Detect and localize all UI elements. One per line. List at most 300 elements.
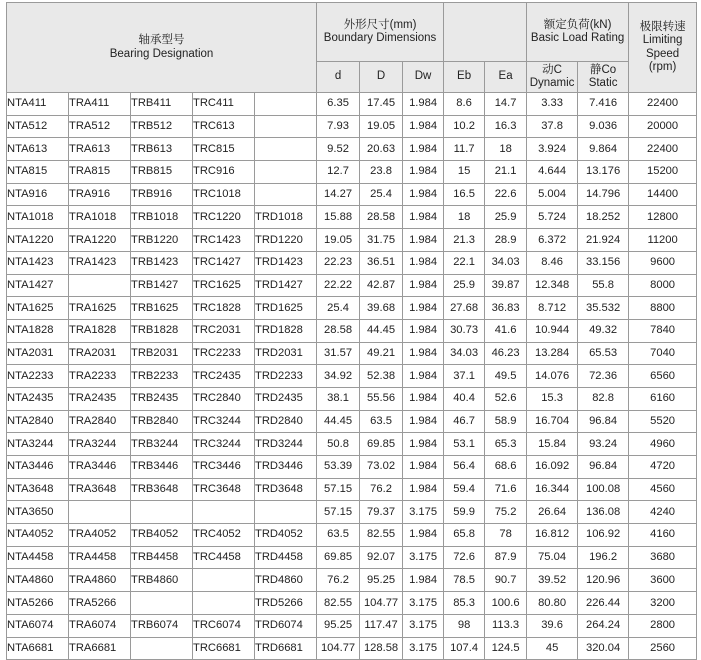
table-row	[7, 478, 697, 501]
cell-static-co: 55.8	[578, 274, 629, 297]
cell-trc	[193, 592, 255, 615]
cell-trc: TRC2233	[193, 342, 255, 365]
cell-dynamic-c: 45	[527, 637, 578, 660]
cell-Ea: 124.5	[485, 637, 527, 660]
cell-Ea: 39.87	[485, 274, 527, 297]
col-header-D: D	[360, 62, 403, 93]
cell-tra: TRA3648	[69, 478, 131, 501]
cell-trd: TRD6074	[255, 614, 317, 637]
table-row	[7, 161, 697, 184]
cell-nta: NTA3446	[7, 456, 69, 479]
cell-trc: TRC1625	[193, 274, 255, 297]
cell-Eb: 85.3	[444, 592, 485, 615]
cell-Ea: 16.3	[485, 115, 527, 138]
cell-Eb: 11.7	[444, 138, 485, 161]
cell-trd: TRD1220	[255, 229, 317, 252]
table-row	[7, 410, 697, 433]
cell-Ea: 87.9	[485, 546, 527, 569]
table-row	[7, 342, 697, 365]
table-row	[7, 183, 697, 206]
cell-static-co: 226.44	[578, 592, 629, 615]
cell-trb: TRB3244	[131, 433, 193, 456]
cell-dynamic-c: 12.348	[527, 274, 578, 297]
cell-trb	[131, 592, 193, 615]
table-row	[7, 524, 697, 547]
table-row	[7, 365, 697, 388]
dynamic-en: Dynamic	[529, 77, 575, 89]
cell-Ea: 28.9	[485, 229, 527, 252]
cell-Eb: 27.68	[444, 297, 485, 320]
cell-trd: TRD3244	[255, 433, 317, 456]
cell-trb: TRB6074	[131, 614, 193, 637]
cell-trc: TRC3648	[193, 478, 255, 501]
cell-trc: TRC6074	[193, 614, 255, 637]
cell-Eb: 21.3	[444, 229, 485, 252]
cell-nta: NTA1427	[7, 274, 69, 297]
speed-unit: (rpm)	[648, 60, 677, 73]
cell-tra: TRA1625	[69, 297, 131, 320]
cell-Ea: 75.2	[485, 501, 527, 524]
cell-tra: TRA3446	[69, 456, 131, 479]
cell-D: 17.45	[360, 93, 403, 116]
cell-trb: TRB2031	[131, 342, 193, 365]
cell-d: 50.8	[317, 433, 360, 456]
cell-static-co: 82.8	[578, 387, 629, 410]
cell-Dw: 3.175	[403, 592, 444, 615]
cell-Eb: 107.4	[444, 637, 485, 660]
cell-dynamic-c: 5.724	[527, 206, 578, 229]
cell-static-co: 264.24	[578, 614, 629, 637]
cell-static-co: 120.96	[578, 569, 629, 592]
cell-trb: TRB3648	[131, 478, 193, 501]
cell-Eb: 16.5	[444, 183, 485, 206]
cell-D: 79.37	[360, 501, 403, 524]
cell-trb: TRB2233	[131, 365, 193, 388]
cell-D: 23.8	[360, 161, 403, 184]
cell-D: 69.85	[360, 433, 403, 456]
cell-dynamic-c: 26.64	[527, 501, 578, 524]
cell-dynamic-c: 4.644	[527, 161, 578, 184]
header-bearing-designation	[7, 3, 317, 93]
cell-static-co: 72.36	[578, 365, 629, 388]
cell-tra: TRA1828	[69, 319, 131, 342]
cell-dynamic-c: 15.84	[527, 433, 578, 456]
cell-trc: TRC4052	[193, 524, 255, 547]
cell-Dw: 1.984	[403, 569, 444, 592]
cell-d: 57.15	[317, 478, 360, 501]
cell-trc: TRC3244	[193, 433, 255, 456]
cell-static-co: 65.53	[578, 342, 629, 365]
cell-limiting-speed: 9600	[629, 251, 697, 274]
cell-Ea: 49.5	[485, 365, 527, 388]
cell-limiting-speed: 15200	[629, 161, 697, 184]
table-row	[7, 115, 697, 138]
cell-d: 38.1	[317, 387, 360, 410]
cell-Dw: 1.984	[403, 365, 444, 388]
speed-cn: 极限转速	[639, 21, 686, 34]
cell-static-co: 9.864	[578, 138, 629, 161]
cell-Ea: 25.9	[485, 206, 527, 229]
cell-dynamic-c: 8.712	[527, 297, 578, 320]
cell-Dw: 1.984	[403, 524, 444, 547]
table-row	[7, 319, 697, 342]
cell-D: 36.51	[360, 251, 403, 274]
cell-dynamic-c: 39.52	[527, 569, 578, 592]
cell-D: 52.38	[360, 365, 403, 388]
cell-tra: TRA4458	[69, 546, 131, 569]
cell-Eb: 8.6	[444, 93, 485, 116]
cell-static-co: 21.924	[578, 229, 629, 252]
cell-trb: TRB4458	[131, 546, 193, 569]
cell-Eb: 30.73	[444, 319, 485, 342]
cell-tra: TRA3244	[69, 433, 131, 456]
table-row	[7, 138, 697, 161]
cell-trd: TRD1427	[255, 274, 317, 297]
cell-Ea: 21.1	[485, 161, 527, 184]
cell-d: 7.93	[317, 115, 360, 138]
cell-static-co: 7.416	[578, 93, 629, 116]
cell-d: 19.05	[317, 229, 360, 252]
cell-D: 73.02	[360, 456, 403, 479]
load-cn: 额定负荷(kN)	[543, 18, 612, 31]
col-header-Eb: Eb	[444, 62, 485, 93]
cell-Ea: 100.6	[485, 592, 527, 615]
load-en: Basic Load Rating	[530, 32, 625, 44]
cell-trb: TRB2840	[131, 410, 193, 433]
cell-D: 28.58	[360, 206, 403, 229]
cell-nta: NTA2435	[7, 387, 69, 410]
cell-Eb: 59.9	[444, 501, 485, 524]
cell-Ea: 52.6	[485, 387, 527, 410]
cell-Eb: 78.5	[444, 569, 485, 592]
cell-trb: TRB815	[131, 161, 193, 184]
table-row	[7, 501, 697, 524]
cell-Eb: 53.1	[444, 433, 485, 456]
cell-trd: TRD4860	[255, 569, 317, 592]
cell-Dw: 1.984	[403, 342, 444, 365]
cell-static-co: 320.04	[578, 637, 629, 660]
cell-trb: TRB1427	[131, 274, 193, 297]
cell-nta: NTA4860	[7, 569, 69, 592]
cell-dynamic-c: 8.46	[527, 251, 578, 274]
cell-d: 31.57	[317, 342, 360, 365]
cell-dynamic-c: 3.33	[527, 93, 578, 116]
cell-D: 49.21	[360, 342, 403, 365]
col-header-dynamic	[527, 62, 578, 93]
cell-Dw: 1.984	[403, 274, 444, 297]
cell-d: 34.92	[317, 365, 360, 388]
cell-Ea: 113.3	[485, 614, 527, 637]
cell-limiting-speed: 7040	[629, 342, 697, 365]
cell-limiting-speed: 3200	[629, 592, 697, 615]
cell-Dw: 1.984	[403, 161, 444, 184]
cell-nta: NTA3244	[7, 433, 69, 456]
cell-trc	[193, 501, 255, 524]
cell-limiting-speed: 7840	[629, 319, 697, 342]
cell-Eb: 56.4	[444, 456, 485, 479]
cell-trc: TRC2435	[193, 365, 255, 388]
cell-d: 28.58	[317, 319, 360, 342]
cell-nta: NTA613	[7, 138, 69, 161]
cell-trb: TRB512	[131, 115, 193, 138]
cell-static-co: 96.84	[578, 410, 629, 433]
cell-tra: TRA2435	[69, 387, 131, 410]
cell-nta: NTA512	[7, 115, 69, 138]
cell-limiting-speed: 4960	[629, 433, 697, 456]
cell-Dw: 1.984	[403, 206, 444, 229]
cell-d: 15.88	[317, 206, 360, 229]
cell-Eb: 10.2	[444, 115, 485, 138]
cell-Dw: 1.984	[403, 229, 444, 252]
cell-nta: NTA1828	[7, 319, 69, 342]
cell-trc: TRC3446	[193, 456, 255, 479]
cell-nta: NTA815	[7, 161, 69, 184]
cell-trb: TRB411	[131, 93, 193, 116]
cell-nta: NTA6074	[7, 614, 69, 637]
dimensions-cn: 外形尺寸(mm)	[343, 18, 417, 31]
cell-trd: TRD5266	[255, 592, 317, 615]
cell-Ea: 14.7	[485, 93, 527, 116]
cell-Eb: 15	[444, 161, 485, 184]
col-header-Dw: Dw	[403, 62, 444, 93]
cell-trb	[131, 501, 193, 524]
cell-static-co: 9.036	[578, 115, 629, 138]
cell-trd	[255, 138, 317, 161]
cell-static-co: 33.156	[578, 251, 629, 274]
cell-d: 104.77	[317, 637, 360, 660]
cell-dynamic-c: 16.812	[527, 524, 578, 547]
cell-Dw: 1.984	[403, 387, 444, 410]
cell-limiting-speed: 12800	[629, 206, 697, 229]
cell-trc: TRC6681	[193, 637, 255, 660]
cell-Ea: 41.6	[485, 319, 527, 342]
cell-static-co: 93.24	[578, 433, 629, 456]
cell-static-co: 14.796	[578, 183, 629, 206]
cell-Ea: 65.3	[485, 433, 527, 456]
cell-D: 82.55	[360, 524, 403, 547]
cell-dynamic-c: 15.3	[527, 387, 578, 410]
cell-dynamic-c: 13.284	[527, 342, 578, 365]
cell-D: 55.56	[360, 387, 403, 410]
cell-dynamic-c: 16.344	[527, 478, 578, 501]
cell-dynamic-c: 14.076	[527, 365, 578, 388]
cell-dynamic-c: 80.80	[527, 592, 578, 615]
cell-dynamic-c: 39.6	[527, 614, 578, 637]
cell-trd: TRD1018	[255, 206, 317, 229]
cell-trd	[255, 115, 317, 138]
cell-trc: TRC1018	[193, 183, 255, 206]
cell-nta: NTA411	[7, 93, 69, 116]
cell-d: 25.4	[317, 297, 360, 320]
cell-nta: NTA2031	[7, 342, 69, 365]
cell-limiting-speed: 20000	[629, 115, 697, 138]
cell-tra: TRA6681	[69, 637, 131, 660]
cell-limiting-speed: 8800	[629, 297, 697, 320]
cell-trc: TRC1220	[193, 206, 255, 229]
cell-D: 104.77	[360, 592, 403, 615]
cell-D: 128.58	[360, 637, 403, 660]
designation-cn: 轴承型号	[138, 34, 185, 47]
cell-trd: TRD1423	[255, 251, 317, 274]
dimensions-en: Boundary Dimensions	[323, 32, 437, 44]
cell-Ea: 36.83	[485, 297, 527, 320]
cell-trb: TRB4860	[131, 569, 193, 592]
cell-nta: NTA6681	[7, 637, 69, 660]
header-basic-load-rating	[527, 3, 629, 62]
header-boundary-dimensions	[317, 3, 444, 62]
cell-D: 42.87	[360, 274, 403, 297]
cell-dynamic-c: 37.8	[527, 115, 578, 138]
cell-static-co: 13.176	[578, 161, 629, 184]
cell-Ea: 46.23	[485, 342, 527, 365]
cell-nta: NTA4052	[7, 524, 69, 547]
cell-D: 25.4	[360, 183, 403, 206]
cell-trc	[193, 569, 255, 592]
cell-limiting-speed: 11200	[629, 229, 697, 252]
speed-en-1: Limiting	[642, 34, 683, 47]
cell-Eb: 59.4	[444, 478, 485, 501]
cell-Eb: 34.03	[444, 342, 485, 365]
cell-limiting-speed: 3600	[629, 569, 697, 592]
cell-trb: TRB3446	[131, 456, 193, 479]
cell-Dw: 1.984	[403, 251, 444, 274]
cell-Dw: 1.984	[403, 138, 444, 161]
cell-d: 69.85	[317, 546, 360, 569]
cell-tra: TRA4052	[69, 524, 131, 547]
cell-limiting-speed: 4720	[629, 456, 697, 479]
cell-trd: TRD4052	[255, 524, 317, 547]
cell-trd: TRD6681	[255, 637, 317, 660]
cell-Eb: 98	[444, 614, 485, 637]
table-row	[7, 297, 697, 320]
cell-nta: NTA2233	[7, 365, 69, 388]
cell-trd	[255, 183, 317, 206]
cell-static-co: 35.532	[578, 297, 629, 320]
cell-dynamic-c: 6.372	[527, 229, 578, 252]
table-row	[7, 569, 697, 592]
cell-trc: TRC613	[193, 115, 255, 138]
designation-en: Bearing Designation	[109, 47, 214, 60]
cell-D: 44.45	[360, 319, 403, 342]
cell-limiting-speed: 2560	[629, 637, 697, 660]
cell-Dw: 1.984	[403, 183, 444, 206]
cell-nta: NTA916	[7, 183, 69, 206]
table-row	[7, 592, 697, 615]
cell-nta: NTA1220	[7, 229, 69, 252]
cell-trd: TRD2031	[255, 342, 317, 365]
cell-nta: NTA1423	[7, 251, 69, 274]
cell-Eb: 40.4	[444, 387, 485, 410]
cell-Dw: 1.984	[403, 410, 444, 433]
table-row	[7, 229, 697, 252]
cell-tra: TRA1018	[69, 206, 131, 229]
cell-d: 53.39	[317, 456, 360, 479]
cell-trd: TRD4458	[255, 546, 317, 569]
cell-Dw: 3.175	[403, 614, 444, 637]
table-body	[7, 93, 697, 660]
col-header-Ea: Ea	[485, 62, 527, 93]
cell-trc: TRC1828	[193, 297, 255, 320]
cell-Dw: 1.984	[403, 433, 444, 456]
cell-limiting-speed: 6160	[629, 387, 697, 410]
cell-d: 57.15	[317, 501, 360, 524]
cell-static-co: 49.32	[578, 319, 629, 342]
table-row	[7, 637, 697, 660]
cell-trb: TRB1220	[131, 229, 193, 252]
cell-limiting-speed: 3680	[629, 546, 697, 569]
cell-Dw: 3.175	[403, 501, 444, 524]
speed-en-2: Speed	[645, 47, 680, 60]
table-row	[7, 614, 697, 637]
cell-dynamic-c: 16.092	[527, 456, 578, 479]
cell-trd: TRD3648	[255, 478, 317, 501]
cell-trd	[255, 161, 317, 184]
table-row	[7, 93, 697, 116]
bearing-spec-table	[6, 2, 697, 660]
cell-Ea: 90.7	[485, 569, 527, 592]
cell-d: 82.55	[317, 592, 360, 615]
cell-trc: TRC916	[193, 161, 255, 184]
cell-tra: TRA5266	[69, 592, 131, 615]
cell-nta: NTA3648	[7, 478, 69, 501]
cell-trb: TRB1423	[131, 251, 193, 274]
cell-static-co: 18.252	[578, 206, 629, 229]
cell-trc: TRC2031	[193, 319, 255, 342]
cell-trc: TRC1427	[193, 251, 255, 274]
cell-Ea: 22.6	[485, 183, 527, 206]
header-limiting-speed	[629, 3, 697, 93]
cell-static-co: 106.92	[578, 524, 629, 547]
cell-d: 14.27	[317, 183, 360, 206]
col-header-d: d	[317, 62, 360, 93]
cell-d: 9.52	[317, 138, 360, 161]
cell-nta: NTA1625	[7, 297, 69, 320]
cell-D: 76.2	[360, 478, 403, 501]
cell-limiting-speed: 4240	[629, 501, 697, 524]
cell-D: 92.07	[360, 546, 403, 569]
cell-D: 39.68	[360, 297, 403, 320]
cell-Dw: 3.175	[403, 637, 444, 660]
cell-D: 20.63	[360, 138, 403, 161]
cell-trb: TRB1625	[131, 297, 193, 320]
cell-d: 63.5	[317, 524, 360, 547]
cell-Dw: 3.175	[403, 546, 444, 569]
cell-nta: NTA2840	[7, 410, 69, 433]
cell-d: 76.2	[317, 569, 360, 592]
cell-trb: TRB4052	[131, 524, 193, 547]
cell-Dw: 1.984	[403, 456, 444, 479]
cell-trd	[255, 501, 317, 524]
cell-Ea: 71.6	[485, 478, 527, 501]
cell-limiting-speed: 8000	[629, 274, 697, 297]
cell-Dw: 1.984	[403, 93, 444, 116]
cell-dynamic-c: 16.704	[527, 410, 578, 433]
cell-trc: TRC2840	[193, 387, 255, 410]
cell-nta: NTA5266	[7, 592, 69, 615]
cell-trc: TRC815	[193, 138, 255, 161]
cell-trb: TRB1828	[131, 319, 193, 342]
cell-d: 12.7	[317, 161, 360, 184]
cell-tra: TRA2840	[69, 410, 131, 433]
cell-tra: TRA6074	[69, 614, 131, 637]
cell-Ea: 34.03	[485, 251, 527, 274]
cell-D: 63.5	[360, 410, 403, 433]
cell-d: 95.25	[317, 614, 360, 637]
cell-limiting-speed: 5520	[629, 410, 697, 433]
cell-Ea: 18	[485, 138, 527, 161]
cell-d: 6.35	[317, 93, 360, 116]
cell-d: 22.22	[317, 274, 360, 297]
